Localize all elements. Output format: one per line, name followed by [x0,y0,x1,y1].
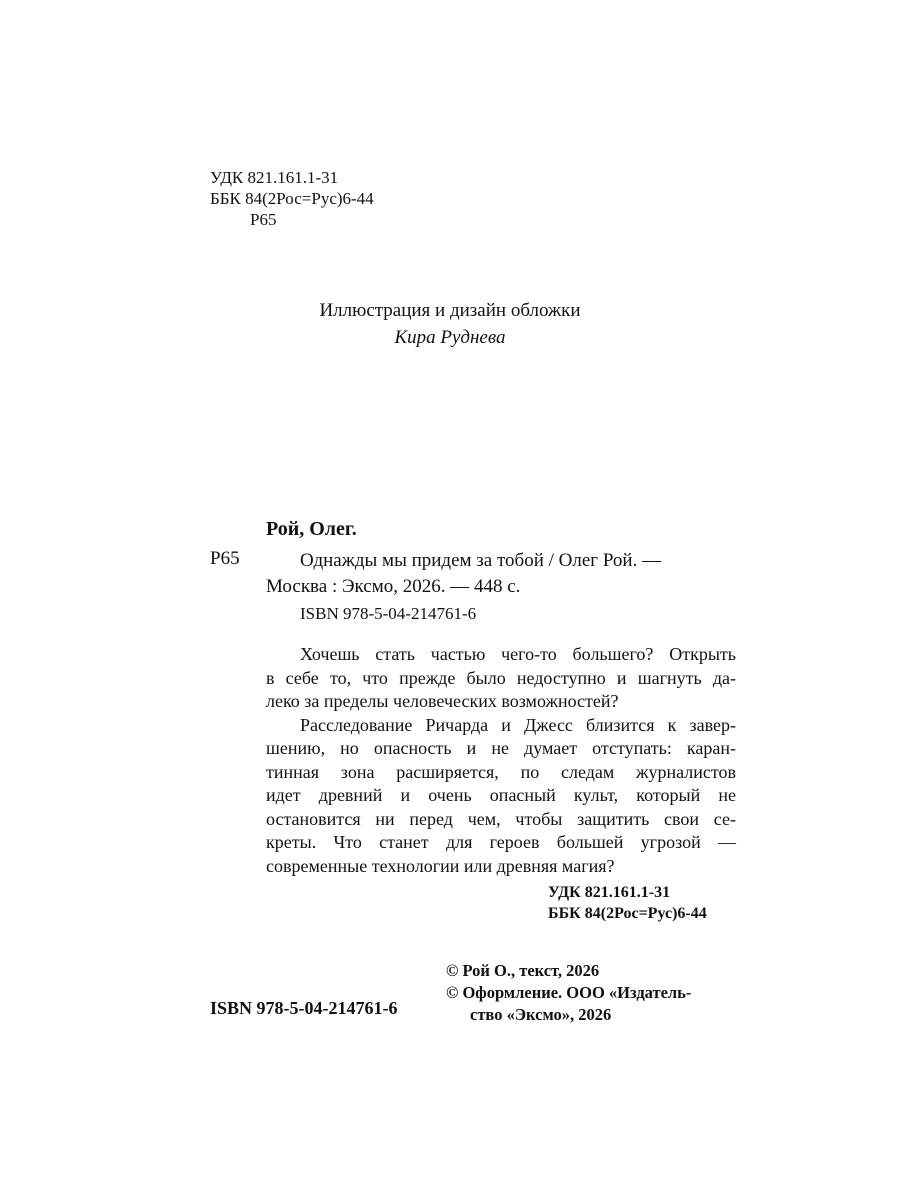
annotation-line: креты. Что станет для героев большей угрозой — [266,832,736,852]
annotation-line: современные технологии или древняя магия? [266,855,615,876]
annotation-line: в себе то, что прежде было недоступно и шагнуть да- [266,667,736,688]
author-heading: Рой, Олег. [266,518,357,540]
annotation-line: остановится ни перед чем, чтобы защитить свои се- [266,808,736,829]
bibliographic-line-2: Москва : Эксмо, 2026. — 448 с. [266,576,521,597]
udk-code-bottom: УДК 821.161.1-31 [548,884,671,901]
annotation [266,643,736,878]
credits-caption: Иллюстрация и дизайн обложки [319,300,581,321]
copyright-design-cont: ство «Эксмо», 2026 [470,1005,612,1024]
annotation-line: тинная зона расширяется, по следам журналистов [266,761,736,782]
isbn-bottom: ISBN 978-5-04-214761-6 [210,998,398,1018]
isbn-inline: ISBN 978-5-04-214761-6 [300,604,477,623]
cutter-code: Р65 [250,210,277,229]
annotation-line: идет древний и очень опасный культ, который не [266,785,736,805]
bibliographic-description [266,548,766,600]
copyright-block [446,960,691,1026]
udk-code: УДК 821.161.1-31 [210,168,339,187]
classification-block-top [210,167,374,230]
bbk-code-bottom: ББК 84(2Рос=Рус)6-44 [548,905,707,922]
copyright-design: © Оформление. ООО «Издатель- [446,983,692,1002]
bibliographic-cutter: Р65 [210,548,240,569]
annotation-line: Хочешь стать частью чего-то большего? Открыть [300,644,736,664]
annotation-line: леко за пределы человеческих возможностей? [266,691,619,711]
illustrator-name: Кира Руднева [394,327,506,348]
cover-credits [0,297,900,351]
bibliographic-line-1: Однажды мы придем за тобой / Олег Рой. — [300,550,662,571]
bbk-code: ББК 84(2Рос=Рус)6-44 [210,189,374,208]
annotation-line: Расследование Ричарда и Джесс близится к завер- [300,714,736,735]
classification-block-bottom [548,882,707,924]
annotation-line: шению, но опасность и не думает отступать: каран- [266,738,736,758]
copyright-text: © Рой О., текст, 2026 [446,961,600,980]
